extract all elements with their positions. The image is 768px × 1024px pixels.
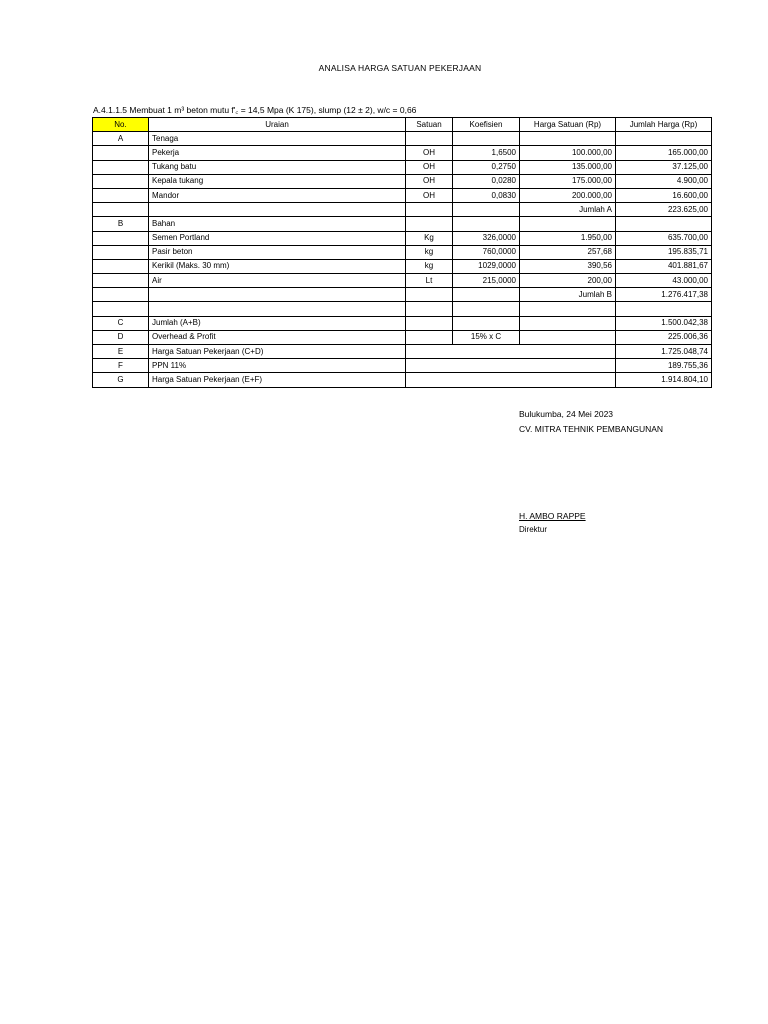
item-satuan: kg <box>406 245 453 259</box>
summary-koefisien: 15% x C <box>453 330 520 344</box>
table-header-row <box>93 118 712 132</box>
item-jumlah-harga: 43.000,00 <box>616 274 712 288</box>
subtotal-label: Jumlah B <box>520 288 616 302</box>
item-harga-satuan: 100.000,00 <box>520 146 616 160</box>
item-satuan: OH <box>406 160 453 174</box>
summary-row-e <box>93 345 712 359</box>
summary-row-g <box>93 373 712 387</box>
item-harga-satuan: 135.000,00 <box>520 160 616 174</box>
unit-price-analysis-table <box>92 117 712 388</box>
item-harga-satuan: 257,68 <box>520 245 616 259</box>
item-uraian: Tukang batu <box>149 160 406 174</box>
item-satuan: kg <box>406 259 453 273</box>
summary-row-c <box>93 316 712 330</box>
item-harga-satuan: 200.000,00 <box>520 188 616 202</box>
header-jumlah-harga: Jumlah Harga (Rp) <box>616 118 712 132</box>
summary-no: D <box>93 330 149 344</box>
section-row-bahan <box>93 217 712 231</box>
item-uraian: Kerikil (Maks. 30 mm) <box>149 259 406 273</box>
section-row-tenaga <box>93 132 712 146</box>
item-koefisien: 326,0000 <box>453 231 520 245</box>
summary-no: G <box>93 373 149 387</box>
subtotal-row-b <box>93 288 712 302</box>
item-uraian: Pekerja <box>149 146 406 160</box>
item-jumlah-harga: 635.700,00 <box>616 231 712 245</box>
summary-uraian: Overhead & Profit <box>149 330 406 344</box>
section-label: Tenaga <box>149 132 406 146</box>
item-satuan: OH <box>406 174 453 188</box>
item-jumlah-harga: 16.600,00 <box>616 188 712 202</box>
summary-jumlah: 1.725.048,74 <box>616 345 712 359</box>
subtotal-value: 1.276.417,38 <box>616 288 712 302</box>
table-row <box>93 245 712 259</box>
summary-jumlah: 189.755,36 <box>616 359 712 373</box>
subtotal-label: Jumlah A <box>520 203 616 217</box>
item-uraian: Pasir beton <box>149 245 406 259</box>
table-row <box>93 231 712 245</box>
item-uraian: Mandor <box>149 188 406 202</box>
item-koefisien: 760,0000 <box>453 245 520 259</box>
empty-row <box>93 302 712 316</box>
header-no: No. <box>93 118 149 132</box>
item-jumlah-harga: 195.835,71 <box>616 245 712 259</box>
item-jumlah-harga: 165.000,00 <box>616 146 712 160</box>
signature-name: H. AMBO RAPPE <box>519 511 586 521</box>
summary-row-f <box>93 359 712 373</box>
item-koefisien: 1029,0000 <box>453 259 520 273</box>
header-harga-satuan: Harga Satuan (Rp) <box>520 118 616 132</box>
work-item-description: A.4.1.1.5 Membuat 1 m³ beton mutu f'꜀ = 14,5 Mpa (K 175), slump (12 ± 2), w/c = 0,66 <box>93 105 417 115</box>
header-satuan: Satuan <box>406 118 453 132</box>
subtotal-row-a <box>93 203 712 217</box>
summary-jumlah: 1.914.804,10 <box>616 373 712 387</box>
section-no: A <box>93 132 149 146</box>
item-uraian: Kepala tukang <box>149 174 406 188</box>
summary-jumlah: 225.006,36 <box>616 330 712 344</box>
item-koefisien: 0,2750 <box>453 160 520 174</box>
item-koefisien: 0,0280 <box>453 174 520 188</box>
summary-no: E <box>93 345 149 359</box>
item-satuan: OH <box>406 188 453 202</box>
item-harga-satuan: 175.000,00 <box>520 174 616 188</box>
signature-company: CV. MITRA TEHNIK PEMBANGUNAN <box>519 424 664 434</box>
item-satuan: Kg <box>406 231 453 245</box>
summary-uraian: PPN 11% <box>149 359 406 373</box>
header-koefisien: Koefisien <box>453 118 520 132</box>
item-jumlah-harga: 401.881,67 <box>616 259 712 273</box>
item-uraian: Air <box>149 274 406 288</box>
document-title: ANALISA HARGA SATUAN PEKERJAAN <box>318 63 482 73</box>
signature-place-date: Bulukumba, 24 Mei 2023 <box>519 409 614 419</box>
summary-uraian: Jumlah (A+B) <box>149 316 406 330</box>
summary-jumlah: 1.500.042,38 <box>616 316 712 330</box>
table-row <box>93 188 712 202</box>
table-row <box>93 274 712 288</box>
item-uraian: Semen Portland <box>149 231 406 245</box>
summary-uraian: Harga Satuan Pekerjaan (E+F) <box>149 373 406 387</box>
item-jumlah-harga: 4.900,00 <box>616 174 712 188</box>
item-harga-satuan: 1.950,00 <box>520 231 616 245</box>
table-row <box>93 146 712 160</box>
summary-uraian: Harga Satuan Pekerjaan (C+D) <box>149 345 406 359</box>
item-harga-satuan: 390,56 <box>520 259 616 273</box>
table-row <box>93 259 712 273</box>
table-row <box>93 160 712 174</box>
item-harga-satuan: 200,00 <box>520 274 616 288</box>
item-koefisien: 1,6500 <box>453 146 520 160</box>
signature-position: Direktur <box>519 525 548 534</box>
item-jumlah-harga: 37.125,00 <box>616 160 712 174</box>
summary-row-d <box>93 330 712 344</box>
table-row <box>93 174 712 188</box>
summary-no: C <box>93 316 149 330</box>
item-koefisien: 215,0000 <box>453 274 520 288</box>
header-uraian: Uraian <box>149 118 406 132</box>
item-satuan: Lt <box>406 274 453 288</box>
item-koefisien: 0,0830 <box>453 188 520 202</box>
section-label: Bahan <box>149 217 406 231</box>
subtotal-value: 223.625,00 <box>616 203 712 217</box>
item-satuan: OH <box>406 146 453 160</box>
summary-no: F <box>93 359 149 373</box>
section-no: B <box>93 217 149 231</box>
